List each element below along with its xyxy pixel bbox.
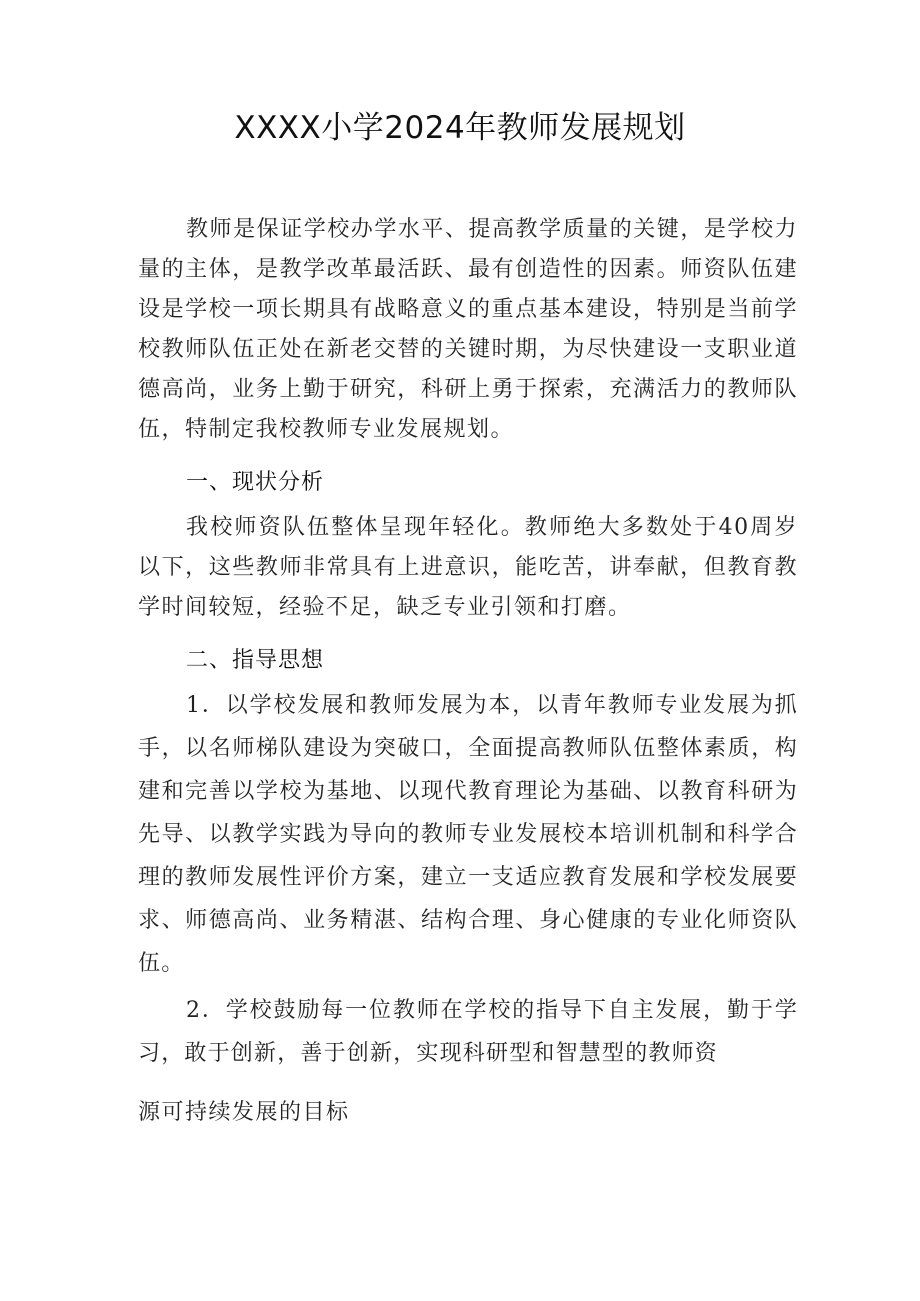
guiding-item-2: 2．学校鼓励每一位教师在学校的指导下自主发展，勤于学习，敢于创新，善于创新，实现科研型和智慧型的教师资: [138, 998, 798, 1066]
continuation-line: 源可持续发展的目标: [138, 1100, 350, 1125]
section-heading-guiding-thought: 二、指导思想: [186, 648, 325, 673]
document-title: XXXX小学2024年教师发展规划: [234, 110, 686, 146]
intro-paragraph: 教师是保证学校办学水平、提高教学质量的关键，是学校力量的主体，是教学改革最活跃、最有创造性的因素。师资队伍建设是学校一项长期具有战略意义的重点基本建设，特别是当前学校教师队伍正处在新老交替的关键时期，为尽快建设一支职业道德高尚，业务上勤于研究，科研上勇于探索，充满活力的教师队伍，特制定我校教师专业发展规划。: [138, 217, 798, 442]
guiding-item-1: 1．以学校发展和教师发展为本，以青年教师专业发展为抓手，以名师梯队建设为突破口，全面提高教师队伍整体素质，构建和完善以学校为基地、以现代教育理论为基础、以教育科研为先导、以教学实践为导向的教师专业发展校本培训机制和科学合理的教师发展性评价方案，建立一支适应教育发展和学校发展要求、师德高尚、业务精湛、结构合理、身心健康的专业化师资队伍。: [138, 693, 798, 976]
status-paragraph: 我校师资队伍整体呈现年轻化。教师绝大多数处于40周岁以下，这些教师非常具有上进意识，能吃苦，讲奉献，但教育教学时间较短，经验不足，缺乏专业引领和打磨。: [138, 515, 798, 620]
document-body: [138, 210, 798, 1133]
section-heading-status: 一、现状分析: [186, 470, 325, 495]
